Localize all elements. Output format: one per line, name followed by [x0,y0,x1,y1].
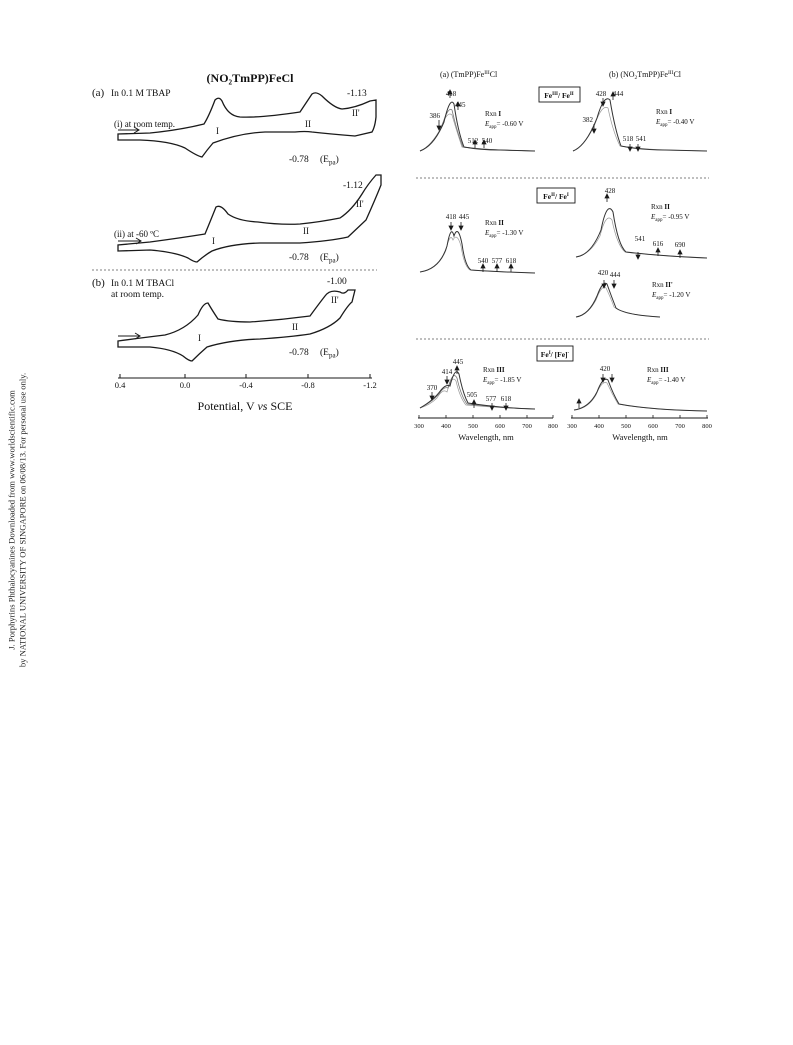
peak-potential-a-i: -1.13 [347,89,367,99]
spectrum-row3-a [420,358,535,410]
peak-label: 445 [455,101,466,109]
spectra-col-a-title: (a) $(TmPP)Fe^{III}Cl$ [440,70,498,79]
peak-label: 382 [582,116,593,124]
spectra-x-tick: 300 [567,423,577,430]
peak-label: 577 [491,257,503,265]
panel-b-condition-1: In 0.1 M TBACl [111,279,175,289]
peak-label: 444 [609,271,621,279]
svg-text:FeII/ FeI: $Fe^{II}/$ $Fe^I$ [543,192,569,201]
spectra-x-tick: 400 [594,423,604,430]
peak-label: 577 [485,395,497,403]
eapp-label: $E_{app}= -1.85$ V [483,376,522,386]
peak-label: 428 [595,90,607,98]
spectrum-curve [420,237,535,273]
peak-label: 540 [477,257,489,265]
peak-label: 445 [452,358,464,366]
panel-a-label: (a) [92,87,105,99]
epa-annotation-b [289,347,339,360]
rxn-label: Rxn I [485,110,502,118]
spectrum-curve [574,379,707,411]
rxn-label: Rxn II [651,203,670,211]
eapp-label: $E_{app}= -0.95$ V [651,213,690,223]
spectra-x-tick: 600 [495,423,505,430]
cv-x-axis-label: Potential, V vs SCE [197,399,293,413]
panel-b-label: (b) [92,277,105,289]
spectra-x-tick: 500 [621,423,631,430]
cyclic-voltammetry-panel [92,71,381,413]
spectra-x-tick: 800 [702,423,712,430]
epa-label-a-i: $(E_{pa})$ [320,155,339,167]
peak-potential-b: -1.00 [327,277,347,287]
svg-text:FeI/ [Fe]-: $Fe^I/$ [Fe]- [540,350,570,359]
peak-label: 370 [426,384,438,392]
spectra-x-tick: 500 [468,423,478,430]
rxn-label: Rxn III [483,366,505,374]
spectrum-row2-a [420,213,535,273]
spectra-x-tick: 400 [441,423,451,430]
cv-x-tick: 0.4 [114,380,126,390]
spectra-x-axis-label-b: Wavelength, nm [612,432,668,442]
spectrum-row1-b [573,90,707,151]
peak-label: 541 [635,135,647,143]
peak-potential-a-ii: -1.12 [343,181,363,191]
peak-i-label-b: I [198,333,201,343]
peak-ii-label-b: II [292,322,298,332]
spectra-x-axis-b [567,415,712,442]
peak-i-label-ii: I [212,236,215,246]
peak-label: 445 [458,213,470,221]
epa-label-a-ii: $(E_{pa})$ [320,253,339,265]
spectrum-curve [576,287,660,317]
peak-label: 418 [445,90,457,98]
rxn-label: Rxn II [485,219,504,227]
cv-scan-arrow-b [118,333,140,339]
peak-i-label: I [216,126,219,136]
download-notice-line-2: by NATIONAL UNIVERSITY OF SINGAPORE on 06/08/13. For personal use only. [17,372,27,668]
peak-label: 414 [441,368,453,376]
uv-vis-spectra-panel [414,70,712,442]
spectrum-row2-c [576,269,690,317]
reaction-box-fe1-fe-minus [537,346,573,361]
peak-label: 616 [652,240,664,248]
spectra-x-tick: 600 [648,423,658,430]
peak-label: 690 [674,241,686,249]
peak-label: 540 [481,137,493,145]
eapp-label: $E_{app}= -1.40$ V [647,376,686,386]
cv-x-tick: -0.8 [301,380,315,390]
peak-label: 618 [505,257,517,265]
peak-label: 428 [604,187,616,195]
spectrum-curve [420,232,535,274]
peak-label: 420 [597,269,609,277]
trace-a-i-label: (i) at room temp. [114,119,175,129]
cv-x-tick: -0.4 [239,380,253,390]
epa-annotation-a-i [289,154,339,167]
epa-value-b: -0.78 [289,348,309,358]
spectra-x-tick: 800 [548,423,558,430]
peak-ii-prime-label-ii: II' [356,199,364,209]
spectra-x-tick: 700 [522,423,532,430]
peak-label: 418 [445,213,457,221]
peak-label: 618 [500,395,512,403]
peak-ii-prime-label: II' [352,108,360,118]
epa-label-b: $(E_{pa})$ [320,348,339,360]
peak-ii-label: II [305,119,311,129]
eapp-label: $E_{app}= -0.40$ V [656,118,695,128]
reaction-box-fe3-fe2 [539,87,580,102]
spectrum-row1-a [420,90,535,151]
eapp-label: $E_{app}= -0.60$ V [485,120,524,130]
panel-a-condition: In 0.1 M TBAP [111,89,171,99]
rxn-label: Rxn III [647,366,669,374]
trace-a-ii-label: (ii) at -60 ºC [114,229,160,239]
spectra-x-tick: 300 [414,423,424,430]
peak-ii-prime-label-b: II' [331,295,339,305]
eapp-label: $E_{app}= -1.30$ V [485,229,524,239]
cv-x-axis [115,374,377,413]
spectra-col-b-title: (b) $(NO_2TmPP)Fe^{III}Cl$ [609,70,682,81]
peak-label: 444 [612,90,624,98]
peak-label: 386 [429,112,440,120]
epa-annotation-a-ii [289,252,339,265]
reaction-box-fe2-fe1 [537,188,575,203]
rxn-label: Rxn I [656,108,673,116]
panel-b-condition-2: at room temp. [111,290,165,300]
cv-x-tick: -1.2 [363,380,377,390]
download-notice-line-1: J. Porphyrins Phthalocyanines Downloaded from www.worldscientific.com [6,390,17,650]
peak-label: 420 [599,365,611,373]
peak-label: 518 [622,135,634,143]
svg-text:FeIII/ FeII: $Fe^{III}/$ $Fe^{II}$ [544,91,574,100]
peak-ii-label-ii: II [303,226,309,236]
eapp-label: $E_{app}= -1.20$ V [652,291,691,301]
epa-value-a-i: -0.78 [289,155,309,165]
peak-label: 505 [466,391,478,399]
cv-trace-a-ii [118,175,381,262]
epa-value-a-ii: -0.78 [289,253,309,263]
spectrum-row2-b [576,187,707,259]
spectra-x-axis-a [414,415,558,442]
spectrum-row3-b [574,365,707,411]
peak-label: 512 [467,137,479,145]
spectrum-curve [576,283,660,317]
spectra-x-tick: 700 [675,423,685,430]
cv-title: (NO₂TmPP)FeCl [206,71,294,85]
rxn-label: Rxn II' [652,281,673,289]
peak-label: 541 [634,235,646,243]
cv-x-tick: 0.0 [179,380,191,390]
spectra-x-axis-label-a: Wavelength, nm [458,432,514,442]
